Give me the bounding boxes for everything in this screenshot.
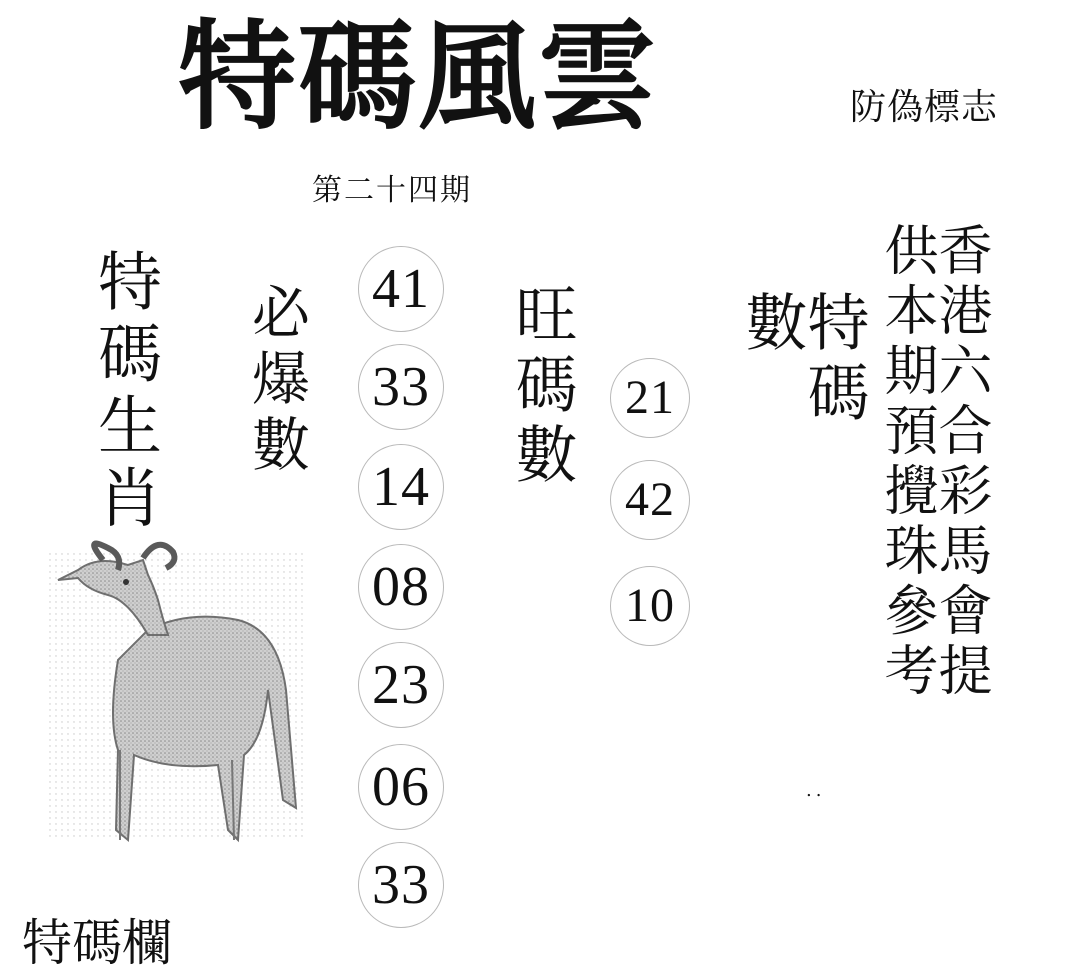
bibao-label: 必爆數	[242, 282, 310, 480]
bibao-number: 14	[358, 444, 444, 530]
page-title: 特碼風雲	[178, 8, 659, 146]
bibao-number: 33	[358, 344, 444, 430]
wang-number: 42	[610, 460, 690, 540]
bibao-number: 33	[358, 842, 444, 928]
bibao-number: 08	[358, 544, 444, 630]
bottom-cropped-text: 特碼欄	[22, 914, 172, 972]
wang-label: 旺碼數	[505, 282, 578, 492]
bibao-number: 23	[358, 642, 444, 728]
goat-illustration	[48, 540, 308, 870]
notice-text: 香港六合彩馬會提供本期預攪珠參考	[876, 222, 993, 702]
wang-number: 10	[610, 566, 690, 646]
temashu-label: 特碼數	[735, 290, 870, 430]
issue-number: 第二十四期	[312, 173, 472, 208]
bibao-number: 06	[358, 744, 444, 830]
zodiac-label: 特碼生肖	[87, 248, 161, 536]
decorative-dots: ..	[806, 780, 826, 801]
wang-number: 21	[610, 358, 690, 438]
anti-fake-mark: 防偽標志	[850, 87, 999, 128]
bibao-number: 41	[358, 246, 444, 332]
